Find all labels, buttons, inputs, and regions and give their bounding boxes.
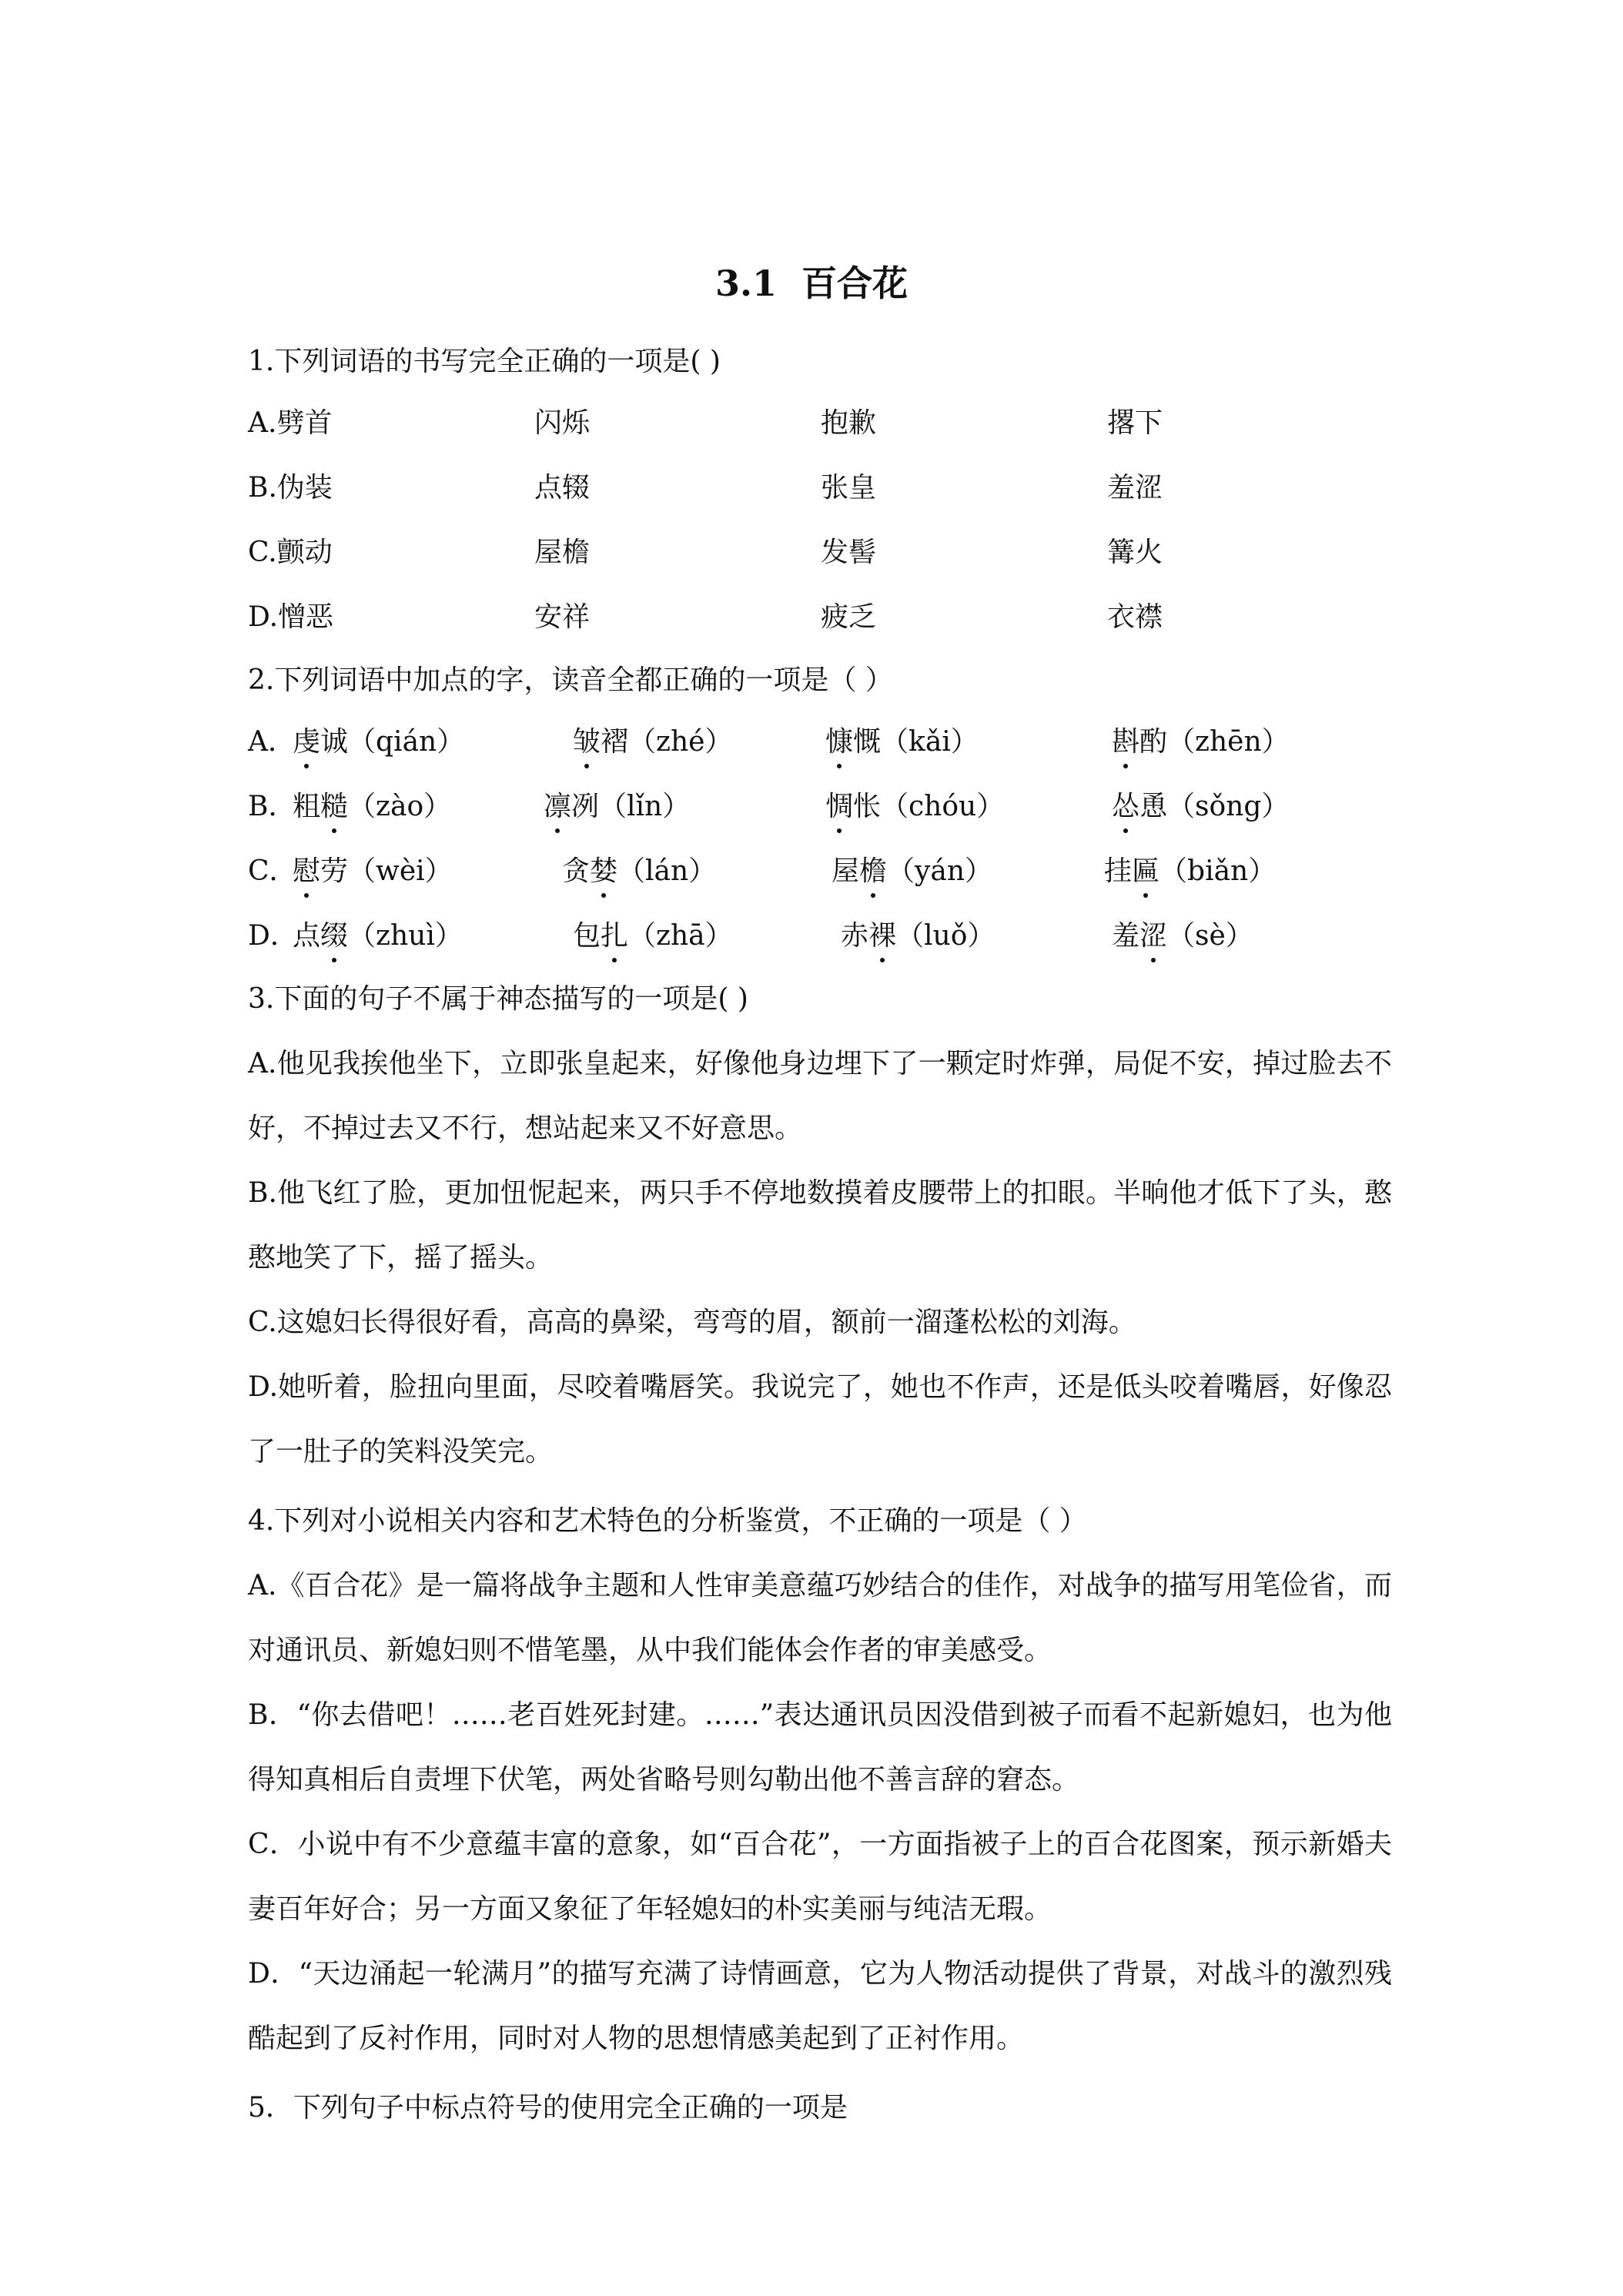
question-4-option-a: A.《百合花》是一篇将战争主题和人性审美意蕴巧妙结合的佳作，对战争的描写用笔俭省，而对通讯员、新媳妇则不惜笔墨，从中我们能体会作者的审美感受。 xyxy=(248,1570,1392,1666)
word-suffix: 褶（zhé） xyxy=(601,726,733,758)
question-1-stem: 1.下列词语的书写完全正确的一项是( ) xyxy=(248,346,721,377)
emphasized-character: 裸 xyxy=(868,916,896,956)
emphasized-character: 皱 xyxy=(573,722,601,762)
emphasized-character: 匾 xyxy=(1132,852,1160,892)
question-1-row xyxy=(0,597,1623,638)
question-2-word xyxy=(573,722,732,762)
emphasized-character: 惆 xyxy=(825,787,853,827)
word-suffix: （zhā） xyxy=(628,920,733,952)
emphasized-character: 婪 xyxy=(590,852,617,892)
emphasized-character: 斟 xyxy=(1112,722,1139,762)
question-2-word xyxy=(293,852,453,892)
question-3-option-d: D.她听着，脸扭向里面，尽咬着嘴唇笑。我说完了，她也不作声，还是低头咬着嘴唇，好像忍了一肚子的笑料没笑完。 xyxy=(248,1371,1392,1468)
question-2-word xyxy=(841,916,995,956)
question-2-word xyxy=(293,787,451,827)
word-suffix: （zhuì） xyxy=(348,920,463,952)
word-prefix: 羞 xyxy=(1112,920,1140,952)
word-prefix: 贪 xyxy=(562,855,591,887)
question-1-cell: 屋檐 xyxy=(534,537,591,568)
word-prefix: 包 xyxy=(573,920,601,952)
page-title: 3.1 百合花 xyxy=(714,263,909,304)
question-2-word xyxy=(573,916,733,956)
question-2-option-label: C． xyxy=(248,855,297,887)
question-2-word xyxy=(825,722,979,762)
word-prefix: 屋 xyxy=(832,855,860,887)
question-3-option-b: B.他飞红了脸，更加忸怩起来，两只手不停地数摸着皮腰带上的扣眼。半晌他才低下了头，憨憨地笑了下，摇了摇头。 xyxy=(248,1177,1392,1274)
question-1-cell: 闪烁 xyxy=(534,407,591,439)
question-2-word xyxy=(293,916,463,956)
word-suffix: 诚（qián） xyxy=(320,726,465,758)
question-1-cell: 疲乏 xyxy=(821,601,877,633)
question-3-option-a: A.他见我挨他坐下，立即张皇起来，好像他身边埋下了一颗定时炸弹，局促不安，掉过脸去不好，不掉过去又不行，想站起来又不好意思。 xyxy=(248,1048,1392,1144)
question-2-word xyxy=(544,787,690,827)
question-1-cell: 张皇 xyxy=(821,472,877,504)
question-3-stem: 3.下面的句子不属于神态描写的一项是( ) xyxy=(248,983,748,1015)
question-2-row xyxy=(0,787,1623,827)
emphasized-character: 涩 xyxy=(1139,916,1167,956)
word-suffix: 酌（zhēn） xyxy=(1139,726,1290,758)
question-1-row xyxy=(0,403,1623,443)
question-1-cell: 安祥 xyxy=(534,601,591,633)
question-2-word xyxy=(562,852,716,892)
question-1-cell: 衣襟 xyxy=(1107,601,1163,633)
question-1-row xyxy=(0,533,1623,573)
question-1-cell: 羞涩 xyxy=(1107,472,1163,504)
question-2-word xyxy=(1112,722,1290,762)
word-suffix: （yán） xyxy=(887,855,993,887)
question-4-option-b: B．“你去借吧！……老百姓死封建。……”表达通讯员因没借到被子而看不起新媳妇，也为他得知真相后自责埋下伏笔，两处省略号则勾勒出他不善言辞的窘态。 xyxy=(248,1699,1392,1796)
question-1-cell: A.劈首 xyxy=(248,407,333,439)
question-3-option-c: C.这媳妇长得很好看，高高的鼻梁，弯弯的眉，额前一溜蓬松松的刘海。 xyxy=(248,1307,1136,1338)
question-1-cell: 抱歉 xyxy=(821,407,877,439)
word-suffix: （sè） xyxy=(1167,920,1253,952)
question-2-option-label: D． xyxy=(248,920,298,952)
question-2-word xyxy=(1112,787,1289,827)
emphasized-character: 扎 xyxy=(601,916,628,956)
word-suffix: 冽（lǐn） xyxy=(571,791,691,822)
question-2-word xyxy=(832,852,992,892)
question-2-row xyxy=(0,852,1623,892)
emphasized-character: 糙 xyxy=(320,787,348,827)
question-1-row xyxy=(0,468,1623,508)
word-suffix: （zào） xyxy=(348,791,452,822)
emphasized-character: 凛 xyxy=(544,787,571,827)
question-2-row xyxy=(0,722,1623,762)
question-2-word xyxy=(293,722,464,762)
question-4-option-d: D．“天边涌起一轮满月”的描写充满了诗情画意，它为人物活动提供了背景，对战斗的激烈残酷起到了反衬作用，同时对人物的思想情感美起到了正衬作用。 xyxy=(248,1958,1392,2054)
word-suffix: 恿（sǒng） xyxy=(1139,791,1290,822)
question-2-option-label: B． xyxy=(248,791,296,822)
emphasized-character: 怂 xyxy=(1112,787,1139,827)
question-2-word xyxy=(825,787,1004,827)
word-suffix: （luǒ） xyxy=(896,920,996,952)
question-2-word xyxy=(1112,916,1253,956)
question-2-word xyxy=(1104,852,1276,892)
question-2-row xyxy=(0,916,1623,956)
question-2-stem: 2.下列词语中加点的字，读音全都正确的一项是（ ） xyxy=(248,664,893,696)
emphasized-character: 虔 xyxy=(293,722,320,762)
question-5-stem: 5．下列句子中标点符号的使用完全正确的一项是 xyxy=(248,2092,848,2124)
question-1-cell: B.伪装 xyxy=(248,472,333,504)
word-prefix: 点 xyxy=(293,920,321,952)
word-prefix: 粗 xyxy=(293,791,321,822)
emphasized-character: 檐 xyxy=(859,852,887,892)
emphasized-character: 慷 xyxy=(825,722,853,762)
word-suffix: （lán） xyxy=(617,855,717,887)
word-prefix: 挂 xyxy=(1104,855,1133,887)
question-2-option-label: A． xyxy=(248,726,296,758)
emphasized-character: 慰 xyxy=(293,852,320,892)
question-1-cell: 撂下 xyxy=(1107,407,1163,439)
question-1-cell: 篝火 xyxy=(1107,537,1163,568)
word-suffix: 劳（wèi） xyxy=(320,855,453,887)
word-suffix: （biǎn） xyxy=(1160,855,1277,887)
word-suffix: 怅（chóu） xyxy=(853,791,1005,822)
question-1-cell: C.颤动 xyxy=(248,537,333,568)
word-suffix: 慨（kǎi） xyxy=(853,726,979,758)
question-1-cell: 点辍 xyxy=(534,472,591,504)
question-4-stem: 4.下列对小说相关内容和艺术特色的分析鉴赏，不正确的一项是（ ） xyxy=(248,1505,1087,1537)
question-1-cell: D.憎恶 xyxy=(248,601,334,633)
word-prefix: 赤 xyxy=(841,920,869,952)
question-4-option-c: C．小说中有不少意蕴丰富的意象，如“百合花”，一方面指被子上的百合花图案，预示新婚夫妻百年好合；另一方面又象征了年轻媳妇的朴实美丽与纯洁无瑕。 xyxy=(248,1829,1392,1925)
question-1-cell: 发髻 xyxy=(821,537,877,568)
emphasized-character: 缀 xyxy=(320,916,348,956)
